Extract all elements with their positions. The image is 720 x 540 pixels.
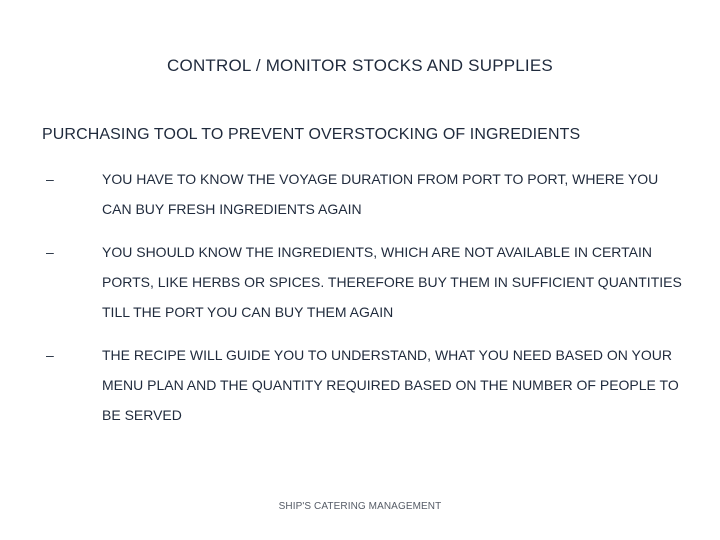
slide-title: CONTROL / MONITOR STOCKS AND SUPPLIES xyxy=(167,56,553,75)
bullet-dash-icon: – xyxy=(46,171,54,187)
bullet-text: YOU HAVE TO KNOW THE VOYAGE DURATION FROM PORT TO PORT, WHERE YOU CAN BUY FRESH INGREDIENTS AGAIN xyxy=(102,171,659,217)
bullet-text: YOU SHOULD KNOW THE INGREDIENTS, WHICH ARE NOT AVAILABLE IN CERTAIN PORTS, LIKE HERBS OR SPICES. THEREFORE BUY THEM IN SUFFICIENT QUANTITIES TILL THE PORT YOU CAN BUY THEM AGAIN xyxy=(102,244,682,320)
slide-footer: SHIP'S CATERING MANAGEMENT xyxy=(278,501,442,512)
bullet-item xyxy=(46,237,686,327)
bullet-list xyxy=(46,164,686,443)
bullet-dash-icon: – xyxy=(46,347,54,363)
bullet-dash-icon: – xyxy=(46,244,54,260)
bullet-item xyxy=(46,164,686,224)
section-heading: PURCHASING TOOL TO PREVENT OVERSTOCKING OF INGREDIENTS xyxy=(42,126,581,143)
bullet-text: THE RECIPE WILL GUIDE YOU TO UNDERSTAND, WHAT YOU NEED BASED ON YOUR MENU PLAN AND THE QUANTITY REQUIRED BASED ON THE NUMBER OF PEOPLE TO BE SERVED xyxy=(102,347,679,423)
bullet-item xyxy=(46,340,686,430)
